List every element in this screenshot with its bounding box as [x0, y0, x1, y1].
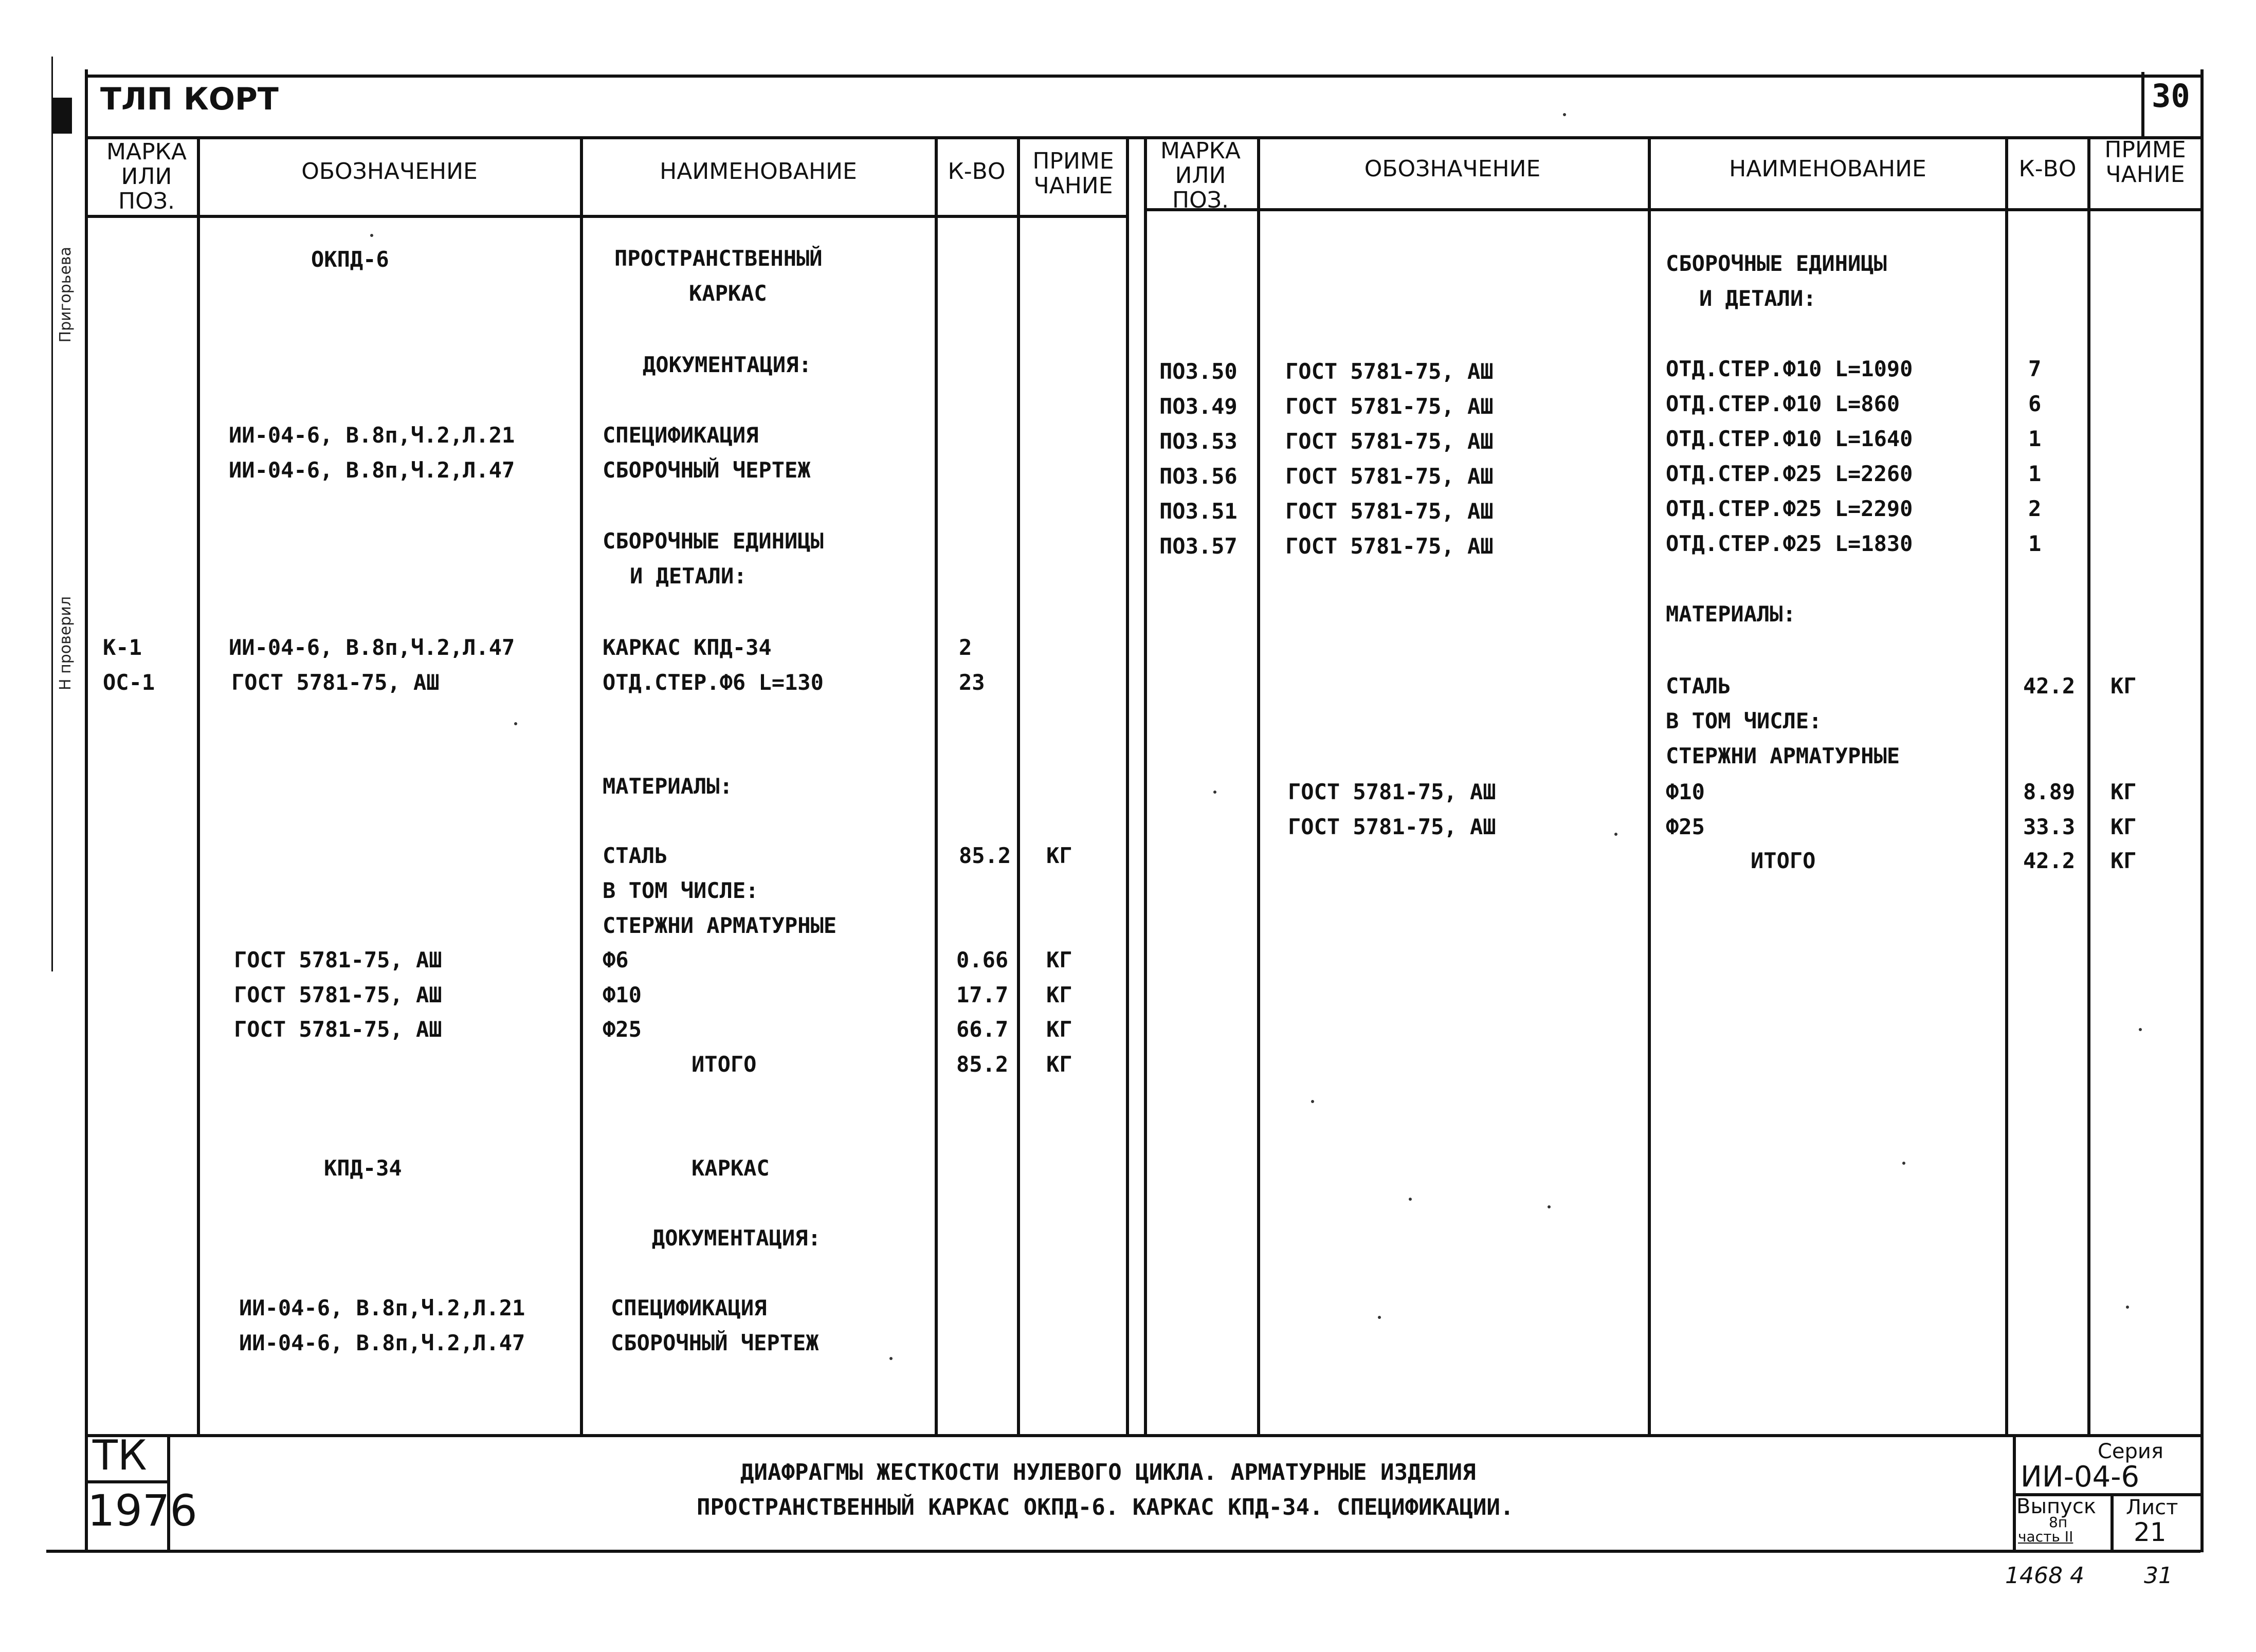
right-row-name: СБОРОЧНЫЕ ЕДИНИЦЫ — [1666, 251, 1887, 276]
right-col-line-1 — [1257, 136, 1260, 1434]
right-header-qty: К-ВО — [2018, 156, 2077, 182]
left-row-qty: 0.66 — [956, 947, 1009, 972]
issue-label: Выпуск — [2016, 1495, 2096, 1518]
speck — [1902, 1162, 1905, 1165]
right-row-name: Ф10 — [1666, 779, 1705, 804]
left-row-name: СБОРОЧНЫЙ ЧЕРТЕЖ — [603, 457, 811, 483]
title-line-2: ПРОСТРАНСТВЕННЫЙ КАРКАС ОКПД-6. КАРКАС КПД-34. СПЕЦИФИКАЦИИ. — [697, 1494, 1514, 1520]
left-header-name: НАИМЕНОВАНИЕ — [660, 158, 857, 185]
left-row-designation: ИИ-04-6, В.8п,Ч.2,Л.47 — [229, 635, 515, 660]
right-row-note: КГ — [2111, 673, 2137, 699]
sheet-label: Лист — [2126, 1496, 2178, 1519]
left-row-note: КГ — [1046, 1017, 1072, 1042]
left-row-name: КАРКАС — [692, 1155, 770, 1181]
left-row-note: КГ — [1046, 947, 1072, 972]
frame-top-line — [85, 75, 2200, 78]
right-row-mark: ПОЗ.57 — [1159, 534, 1238, 559]
right-row-name: И ДЕТАЛИ: — [1699, 286, 1816, 311]
left-row-qty: 2 — [959, 635, 972, 660]
right-row-qty: 1 — [2028, 461, 2042, 486]
right-row-mark: ПОЗ.50 — [1159, 359, 1238, 384]
sheet-divider — [2111, 1493, 2114, 1550]
right-row-mark: ПОЗ.51 — [1159, 499, 1238, 524]
left-row-name: МАТЕРИАЛЫ: — [603, 774, 733, 799]
left-row-note: КГ — [1046, 843, 1072, 868]
left-row-name: ДОКУМЕНТАЦИЯ: — [643, 352, 812, 377]
left-row-name: Ф10 — [603, 982, 642, 1007]
left-row-name: И ДЕТАЛИ: — [630, 563, 747, 589]
right-row-qty: 42.2 — [2023, 673, 2076, 699]
right-row-qty: 33.3 — [2023, 814, 2076, 839]
sheet-value: 21 — [2134, 1517, 2167, 1547]
left-row-name: КАРКАС КПД-34 — [603, 635, 772, 660]
title-block-top — [85, 1434, 2200, 1437]
right-row-designation: ГОСТ 5781-75, АШ — [1288, 814, 1496, 839]
speck — [1563, 113, 1566, 116]
margin-line — [51, 57, 53, 971]
left-header-note: ПРИМЕ ЧАНИЕ — [1032, 148, 1114, 199]
corner-number: 30 — [2152, 77, 2190, 115]
right-row-name: ОТД.СТЕР.Ф10 L=860 — [1666, 391, 1900, 416]
right-row-name: Ф25 — [1666, 814, 1705, 839]
left-row-name: СБОРОЧНЫЙ ЧЕРТЕЖ — [611, 1330, 819, 1355]
speck — [1378, 1316, 1381, 1319]
left-col-line-4 — [1017, 136, 1020, 1434]
left-row-name: КАРКАС — [689, 281, 767, 306]
left-row-qty: 85.2 — [956, 1052, 1009, 1077]
footer-page-number: 31 — [2144, 1563, 2173, 1589]
speck — [1614, 833, 1617, 836]
left-row-designation: ГОСТ 5781-75, АШ — [234, 982, 442, 1007]
right-header-note: ПРИМЕ ЧАНИЕ — [2104, 137, 2186, 188]
left-row-designation: ГОСТ 5781-75, АШ — [234, 947, 442, 972]
series-label: Серия — [2098, 1440, 2163, 1463]
side-label-b: Н проверил — [57, 596, 75, 690]
frame-bottom-line — [46, 1550, 2200, 1553]
speck — [1213, 791, 1216, 794]
frame-left-line — [85, 69, 88, 1552]
left-header-qty: К-ВО — [948, 158, 1006, 185]
left-row-designation: ИИ-04-6, В.8п,Ч.2,Л.47 — [239, 1330, 525, 1355]
left-row-name: Ф6 — [603, 947, 629, 972]
left-row-name: В ТОМ ЧИСЛЕ: — [603, 878, 759, 903]
right-row-qty: 42.2 — [2023, 848, 2076, 873]
right-row-name: В ТОМ ЧИСЛЕ: — [1666, 708, 1822, 733]
corner-divider — [2141, 72, 2144, 136]
right-row-designation: ГОСТ 5781-75, АШ — [1285, 499, 1494, 524]
speck — [370, 234, 373, 237]
right-row-name: ОТД.СТЕР.Ф25 L=2290 — [1666, 496, 1913, 521]
speck — [514, 722, 517, 725]
left-row-name: ОТД.СТЕР.Ф6 L=130 — [603, 670, 824, 695]
left-row-qty: 66.7 — [956, 1017, 1009, 1042]
left-row-name: СПЕЦИФИКАЦИЯ — [611, 1295, 767, 1320]
title-block-right-divider — [2013, 1434, 2016, 1550]
right-row-mark: ПОЗ.53 — [1159, 429, 1238, 454]
side-label-a: Пригорьева — [57, 247, 75, 343]
frame-right-line — [2200, 69, 2204, 1552]
left-row-name: СТЕРЖНИ АРМАТУРНЫЕ — [603, 913, 837, 938]
left-row-designation: ИИ-04-6, В.8п,Ч.2,Л.47 — [229, 457, 515, 483]
left-row-mark: ОС-1 — [103, 670, 155, 695]
right-header-mark: МАРКА ИЛИ ПОЗ. — [1160, 138, 1241, 213]
right-row-note: КГ — [2111, 848, 2137, 873]
left-row-qty: 85.2 — [959, 843, 1011, 868]
right-col-line-0 — [1144, 136, 1147, 1434]
part-label: часть II — [2018, 1528, 2073, 1545]
right-row-designation: ГОСТ 5781-75, АШ — [1285, 464, 1494, 489]
left-col-line-3 — [935, 136, 938, 1434]
left-row-designation: ИИ-04-6, В.8п,Ч.2,Л.21 — [229, 423, 515, 448]
right-row-qty: 1 — [2028, 531, 2042, 556]
corner-stamp-mark — [51, 98, 72, 134]
right-row-designation: ГОСТ 5781-75, АШ — [1285, 429, 1494, 454]
right-row-name: ОТД.СТЕР.Ф10 L=1640 — [1666, 426, 1913, 451]
left-row-name: СПЕЦИФИКАЦИЯ — [603, 423, 759, 448]
speck — [889, 1357, 893, 1360]
right-col-line-2 — [1648, 136, 1651, 1434]
issue-value: 8п — [2049, 1514, 2068, 1531]
right-row-qty: 2 — [2028, 496, 2042, 521]
speck — [2139, 1028, 2142, 1031]
speck — [2126, 1306, 2129, 1309]
right-row-designation: ГОСТ 5781-75, АШ — [1285, 534, 1494, 559]
speck — [1409, 1198, 1412, 1201]
left-row-designation: ОКПД-6 — [311, 247, 389, 272]
right-header-bottom — [1144, 208, 2200, 211]
title-block-year: 1976 — [87, 1485, 197, 1536]
series-value: ИИ-04-6 — [2021, 1460, 2140, 1494]
right-header-name: НАИМЕНОВАНИЕ — [1729, 156, 1926, 182]
right-row-qty: 7 — [2028, 356, 2042, 381]
left-row-note: КГ — [1046, 1052, 1072, 1077]
left-row-designation: ГОСТ 5781-75, АШ — [234, 1017, 442, 1042]
left-header-mark: МАРКА ИЛИ ПОЗ. — [106, 139, 187, 214]
left-row-designation: ИИ-04-6, В.8п,Ч.2,Л.21 — [239, 1295, 525, 1320]
left-col-line-1 — [197, 136, 200, 1434]
title-block-code: ТК — [93, 1431, 147, 1479]
right-row-designation: ГОСТ 5781-75, АШ — [1288, 779, 1496, 804]
right-row-name: МАТЕРИАЛЫ: — [1666, 601, 1796, 627]
right-row-qty: 6 — [2028, 391, 2042, 416]
right-row-qty: 8.89 — [2023, 779, 2076, 804]
inventory-number: 1468 4 — [2005, 1563, 2084, 1589]
header-band-line — [85, 136, 2200, 139]
left-row-name: ИТОГО — [692, 1052, 757, 1077]
left-row-name: СТАЛЬ — [603, 843, 668, 868]
right-col-line-3 — [2005, 136, 2008, 1434]
left-row-name: ДОКУМЕНТАЦИЯ: — [652, 1225, 821, 1251]
right-col-line-4 — [2087, 136, 2090, 1434]
right-row-mark: ПОЗ.56 — [1159, 464, 1238, 489]
right-row-name: ОТД.СТЕР.Ф10 L=1090 — [1666, 356, 1913, 381]
org-label: ТЛП КОРТ — [100, 81, 279, 117]
title-line-1: ДИАФРАГМЫ ЖЕСТКОСТИ НУЛЕВОГО ЦИКЛА. АРМАТУРНЫЕ ИЗДЕЛИЯ — [740, 1459, 1476, 1485]
left-row-qty: 17.7 — [956, 982, 1009, 1007]
right-row-note: КГ — [2111, 779, 2137, 804]
right-row-designation: ГОСТ 5781-75, АШ — [1285, 359, 1494, 384]
right-row-name: СТЕРЖНИ АРМАТУРНЫЕ — [1666, 743, 1900, 768]
left-header-designation: ОБОЗНАЧЕНИЕ — [301, 158, 478, 185]
right-row-name: ОТД.СТЕР.Ф25 L=1830 — [1666, 531, 1913, 556]
left-col-line-5 — [1126, 136, 1129, 1434]
right-row-mark: ПОЗ.49 — [1159, 394, 1238, 419]
left-row-designation: ГОСТ 5781-75, АШ — [231, 670, 440, 695]
left-row-qty: 23 — [959, 670, 985, 695]
left-row-mark: К-1 — [103, 635, 142, 660]
left-row-note: КГ — [1046, 982, 1072, 1007]
right-row-qty: 1 — [2028, 426, 2042, 451]
right-row-name: СТАЛЬ — [1666, 673, 1731, 699]
left-row-name: Ф25 — [603, 1017, 642, 1042]
right-row-name: ИТОГО — [1751, 848, 1816, 873]
left-col-line-2 — [580, 136, 583, 1434]
speck — [1548, 1205, 1551, 1208]
title-block-code-divider — [85, 1480, 167, 1483]
speck — [1311, 1100, 1314, 1103]
left-row-designation: КПД-34 — [324, 1155, 402, 1181]
left-row-name: СБОРОЧНЫЕ ЕДИНИЦЫ — [603, 528, 824, 554]
right-row-designation: ГОСТ 5781-75, АШ — [1285, 394, 1494, 419]
left-header-bottom — [85, 215, 1129, 218]
left-row-name: ПРОСТРАНСТВЕННЫЙ — [614, 246, 823, 271]
right-row-note: КГ — [2111, 814, 2137, 839]
right-row-name: ОТД.СТЕР.Ф25 L=2260 — [1666, 461, 1913, 486]
right-header-designation: ОБОЗНАЧЕНИЕ — [1364, 156, 1541, 182]
